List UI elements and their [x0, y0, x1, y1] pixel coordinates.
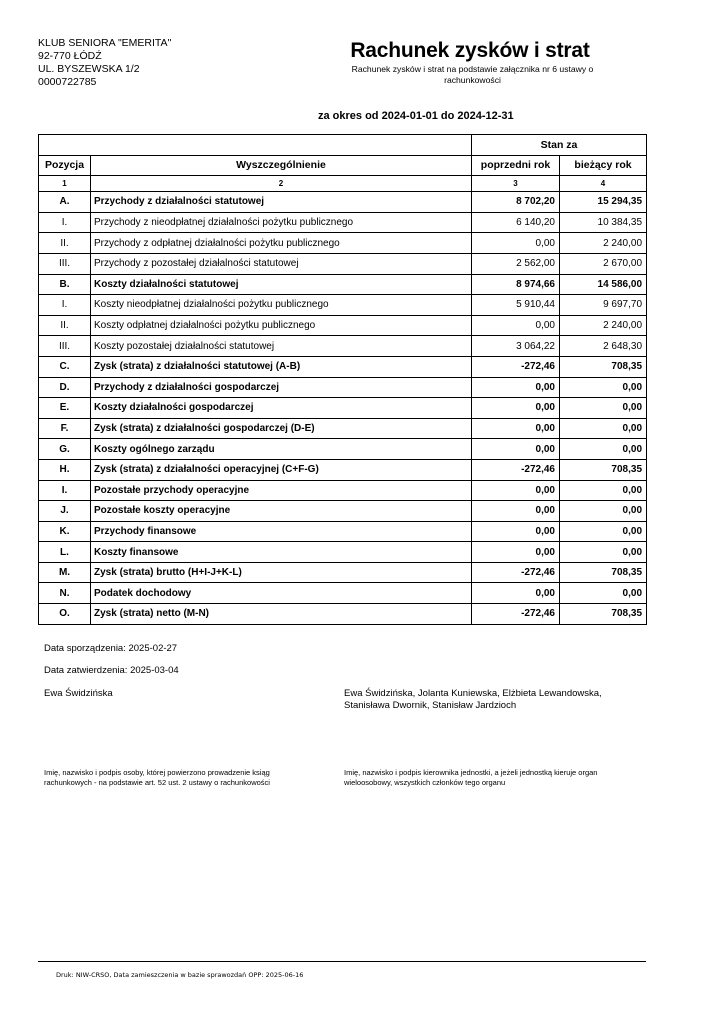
row-current-value: 0,00 — [560, 480, 647, 501]
table-row — [39, 542, 647, 563]
table-row — [39, 501, 647, 522]
row-previous-value: -272,46 — [472, 562, 560, 583]
row-previous-value: 0,00 — [472, 542, 560, 563]
row-current-value: 2 240,00 — [560, 315, 647, 336]
org-name: KLUB SENIORA "EMERITA" — [38, 37, 172, 49]
row-current-value: 708,35 — [560, 356, 647, 377]
row-label: Zysk (strata) z działalności gospodarczej (D-E) — [91, 418, 472, 439]
row-current-value: 0,00 — [560, 398, 647, 419]
row-current-value: 0,00 — [560, 542, 647, 563]
row-label: Podatek dochodowy — [91, 583, 472, 604]
table-row — [39, 480, 647, 501]
index-cell: 2 — [91, 176, 472, 192]
table-row — [39, 274, 647, 295]
row-current-value: 0,00 — [560, 501, 647, 522]
org-city: 92-770 ŁÓDŹ — [38, 50, 102, 62]
row-previous-value: 0,00 — [472, 583, 560, 604]
row-position: K. — [39, 521, 91, 542]
header-previous-year: poprzedni rok — [472, 155, 560, 176]
index-cell: 4 — [560, 176, 647, 192]
row-previous-value: 0,00 — [472, 233, 560, 254]
signature-left-name: Ewa Świdzińska — [44, 688, 113, 699]
row-current-value: 708,35 — [560, 459, 647, 480]
income-statement-table — [38, 134, 647, 625]
row-position: C. — [39, 356, 91, 377]
row-position: H. — [39, 459, 91, 480]
row-position: III. — [39, 336, 91, 357]
row-label: Zysk (strata) netto (M-N) — [91, 604, 472, 625]
header-wyszczegolnienie: Wyszczególnienie — [91, 155, 472, 176]
row-previous-value: 0,00 — [472, 501, 560, 522]
row-previous-value: 3 064,22 — [472, 336, 560, 357]
table-row — [39, 253, 647, 274]
row-position: M. — [39, 562, 91, 583]
row-label: Zysk (strata) z działalności operacyjnej (C+F-G) — [91, 459, 472, 480]
row-position: G. — [39, 439, 91, 460]
table-row — [39, 315, 647, 336]
row-current-value: 15 294,35 — [560, 192, 647, 213]
signature-right-caption: Imię, nazwisko i podpis kierownika jednostki, a jeżeli jednostką kieruje organ wieloosobowy, wszystkich członków tego organu — [344, 768, 598, 787]
row-current-value: 708,35 — [560, 562, 647, 583]
table-row — [39, 192, 647, 213]
row-label: Pozostałe koszty operacyjne — [91, 501, 472, 522]
table-row — [39, 377, 647, 398]
table-row — [39, 459, 647, 480]
row-position: N. — [39, 583, 91, 604]
row-label: Zysk (strata) z działalności statutowej (A-B) — [91, 356, 472, 377]
table-row — [39, 356, 647, 377]
header-blank — [39, 135, 472, 156]
row-position: II. — [39, 315, 91, 336]
row-label: Przychody z działalności statutowej — [91, 192, 472, 213]
row-label: Przychody z odpłatnej działalności pożytku publicznego — [91, 233, 472, 254]
row-position: E. — [39, 398, 91, 419]
row-position: I. — [39, 212, 91, 233]
row-current-value: 0,00 — [560, 583, 647, 604]
document-subtitle: Rachunek zysków i strat na podstawie załącznika nr 6 ustawy o rachunkowości — [351, 64, 594, 85]
footer-divider — [38, 961, 646, 962]
date-approved: Data zatwierdzenia: 2025-03-04 — [44, 665, 179, 676]
row-position: II. — [39, 233, 91, 254]
row-position: III. — [39, 253, 91, 274]
header-pozycja: Pozycja — [39, 155, 91, 176]
table-row — [39, 233, 647, 254]
table-row — [39, 562, 647, 583]
row-previous-value: 0,00 — [472, 521, 560, 542]
table-row — [39, 439, 647, 460]
row-previous-value: 6 140,20 — [472, 212, 560, 233]
row-position: D. — [39, 377, 91, 398]
table-row — [39, 418, 647, 439]
row-position: I. — [39, 295, 91, 316]
row-previous-value: -272,46 — [472, 604, 560, 625]
org-krs: 0000722785 — [38, 76, 97, 88]
row-previous-value: -272,46 — [472, 356, 560, 377]
row-previous-value: 2 562,00 — [472, 253, 560, 274]
row-label: Koszty działalności statutowej — [91, 274, 472, 295]
row-previous-value: 0,00 — [472, 418, 560, 439]
row-current-value: 2 670,00 — [560, 253, 647, 274]
row-label: Przychody z pozostałej działalności statutowej — [91, 253, 472, 274]
header-stan-za: Stan za — [472, 135, 647, 156]
row-position: J. — [39, 501, 91, 522]
table-row — [39, 398, 647, 419]
table-row — [39, 521, 647, 542]
table-row — [39, 336, 647, 357]
document-title: Rachunek zysków i strat — [350, 39, 590, 62]
row-label: Koszty pozostałej działalności statutowej — [91, 336, 472, 357]
row-current-value: 9 697,70 — [560, 295, 647, 316]
row-label: Koszty nieodpłatnej działalności pożytku publicznego — [91, 295, 472, 316]
row-current-value: 2 240,00 — [560, 233, 647, 254]
organization-block — [38, 37, 171, 89]
index-cell: 1 — [39, 176, 91, 192]
footer-print-info: Druk: NIW-CRSO, Data zamieszczenia w bazie sprawozdań OPP: 2025-06-16 — [56, 971, 304, 979]
row-position: B. — [39, 274, 91, 295]
signature-left-caption: Imię, nazwisko i podpis osoby, której powierzono prowadzenie ksiąg rachunkowych - na podstawie art. 52 ust. 2 ustawy o rachunkowości — [44, 768, 270, 787]
signature-right-names: Ewa Świdzińska, Jolanta Kuniewska, Elżbieta Lewandowska, Stanisława Dwornik, Stanisław Jardzioch — [344, 688, 602, 711]
row-previous-value: 0,00 — [472, 480, 560, 501]
date-prepared: Data sporządzenia: 2025-02-27 — [44, 643, 178, 654]
row-previous-value: 0,00 — [472, 377, 560, 398]
row-previous-value: 0,00 — [472, 439, 560, 460]
row-label: Przychody z działalności gospodarczej — [91, 377, 472, 398]
row-previous-value: -272,46 — [472, 459, 560, 480]
row-position: F. — [39, 418, 91, 439]
header-current-year: bieżący rok — [560, 155, 647, 176]
index-cell: 3 — [472, 176, 560, 192]
row-current-value: 0,00 — [560, 521, 647, 542]
row-previous-value: 8 974,66 — [472, 274, 560, 295]
table-row — [39, 583, 647, 604]
row-label: Koszty działalności gospodarczej — [91, 398, 472, 419]
row-label: Pozostałe przychody operacyjne — [91, 480, 472, 501]
row-position: A. — [39, 192, 91, 213]
table-row — [39, 604, 647, 625]
row-previous-value: 5 910,44 — [472, 295, 560, 316]
row-current-value: 0,00 — [560, 418, 647, 439]
row-label: Koszty odpłatnej działalności pożytku publicznego — [91, 315, 472, 336]
row-previous-value: 8 702,20 — [472, 192, 560, 213]
row-label: Przychody z nieodpłatnej działalności pożytku publicznego — [91, 212, 472, 233]
row-position: O. — [39, 604, 91, 625]
row-label: Koszty finansowe — [91, 542, 472, 563]
row-label: Koszty ogólnego zarządu — [91, 439, 472, 460]
row-current-value: 10 384,35 — [560, 212, 647, 233]
reporting-period: za okres od 2024-01-01 do 2024-12-31 — [318, 110, 514, 122]
row-position: I. — [39, 480, 91, 501]
org-street: UL. BYSZEWSKA 1/2 — [38, 63, 140, 75]
row-previous-value: 0,00 — [472, 315, 560, 336]
row-current-value: 14 586,00 — [560, 274, 647, 295]
row-label: Przychody finansowe — [91, 521, 472, 542]
row-current-value: 2 648,30 — [560, 336, 647, 357]
row-previous-value: 0,00 — [472, 398, 560, 419]
row-position: L. — [39, 542, 91, 563]
row-current-value: 708,35 — [560, 604, 647, 625]
row-label: Zysk (strata) brutto (H+I-J+K-L) — [91, 562, 472, 583]
table-row — [39, 295, 647, 316]
row-current-value: 0,00 — [560, 377, 647, 398]
row-current-value: 0,00 — [560, 439, 647, 460]
table-row — [39, 212, 647, 233]
